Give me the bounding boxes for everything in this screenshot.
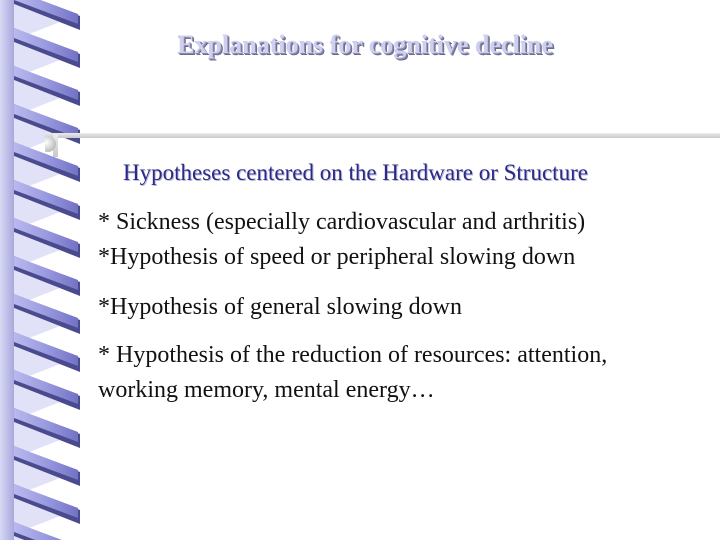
band-strip (0, 0, 14, 540)
chevron-pattern (14, 0, 80, 540)
bullet-item: working memory, mental energy… (98, 377, 435, 403)
bullet-list (98, 205, 708, 408)
bullet-item: * Sickness (especially cardiovascular and arthritis) (98, 209, 586, 235)
bullet-item: *Hypothesis of speed or peripheral slowing down (98, 244, 576, 270)
divider-rule (45, 131, 720, 157)
bullet-item: *Hypothesis of general slowing down (98, 294, 462, 320)
bullet-item: * Hypothesis of the reduction of resources: attention, (98, 342, 608, 368)
decorative-left-band (0, 0, 90, 540)
spacer (98, 325, 708, 338)
section-subtitle: Hypotheses centered on the Hardware or Structure (123, 160, 588, 185)
rule-bar (45, 133, 720, 138)
spacer (98, 275, 708, 290)
slide-title: Explanations for cognitive decline (177, 30, 553, 59)
